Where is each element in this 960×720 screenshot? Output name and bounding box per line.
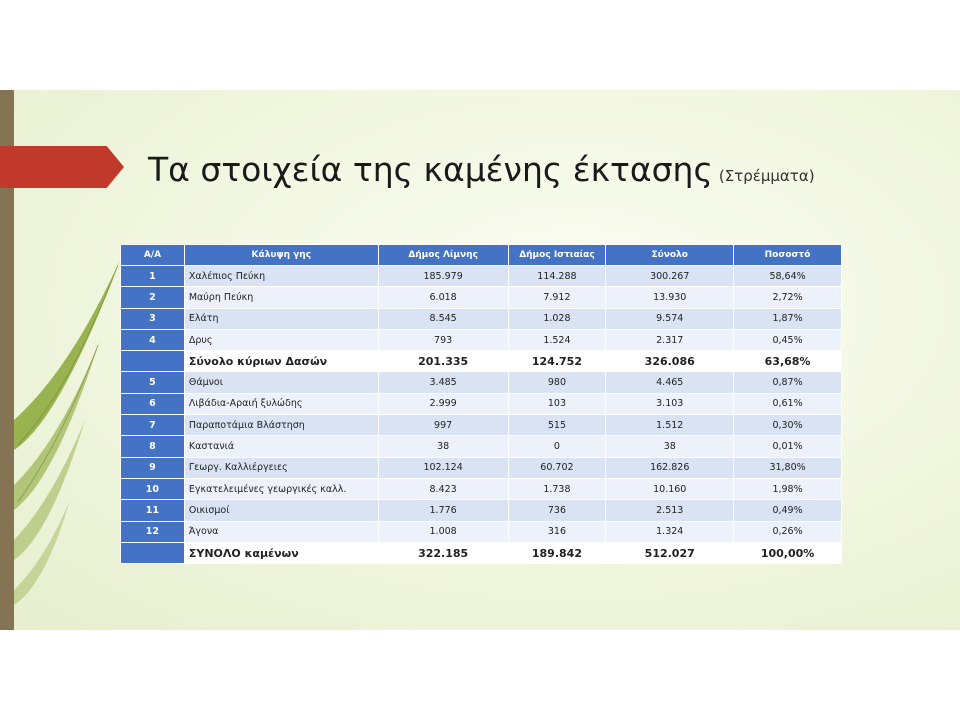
cell-istiaia: 980 xyxy=(508,372,606,393)
cell-istiaia: 515 xyxy=(508,415,606,436)
cell-percentage: 63,68% xyxy=(734,351,842,372)
cell-total: 512.027 xyxy=(606,542,734,563)
cell-percentage: 58,64% xyxy=(734,266,842,287)
cell-percentage: 31,80% xyxy=(734,457,842,478)
cell-land-cover: Σύνολο κύριων Δασών xyxy=(184,351,378,372)
cell-land-cover: Θάμνοι xyxy=(184,372,378,393)
table-row xyxy=(121,521,842,542)
cell-limni: 322.185 xyxy=(378,542,508,563)
cell-land-cover: Ελάτη xyxy=(184,308,378,329)
cell-total: 326.086 xyxy=(606,351,734,372)
cell-total: 9.574 xyxy=(606,308,734,329)
cell-percentage: 1,87% xyxy=(734,308,842,329)
cell-total: 38 xyxy=(606,436,734,457)
cell-limni: 1.776 xyxy=(378,500,508,521)
cell-percentage: 0,87% xyxy=(734,372,842,393)
cell-aa: 10 xyxy=(121,478,185,499)
cell-istiaia: 103 xyxy=(508,393,606,414)
cell-total: 4.465 xyxy=(606,372,734,393)
table-row xyxy=(121,372,842,393)
cell-total: 13.930 xyxy=(606,287,734,308)
cell-limni: 102.124 xyxy=(378,457,508,478)
cell-aa: 1 xyxy=(121,266,185,287)
table-row xyxy=(121,287,842,308)
cell-land-cover: Παραποτάμια Βλάστηση xyxy=(184,415,378,436)
cell-limni: 997 xyxy=(378,415,508,436)
table-row xyxy=(121,266,842,287)
cell-aa: 3 xyxy=(121,308,185,329)
cell-istiaia: 60.702 xyxy=(508,457,606,478)
cell-limni: 8.423 xyxy=(378,478,508,499)
cell-land-cover: Εγκατελειμένες γεωργικές καλλ. xyxy=(184,478,378,499)
header-land-cover: Κάλυψη γης xyxy=(184,245,378,266)
cell-land-cover: Χαλέπιος Πεύκη xyxy=(184,266,378,287)
cell-total: 2.513 xyxy=(606,500,734,521)
cell-land-cover: Δρυς xyxy=(184,329,378,350)
cell-total: 1.512 xyxy=(606,415,734,436)
cell-land-cover: Οικισμοί xyxy=(184,500,378,521)
cell-total: 162.826 xyxy=(606,457,734,478)
cell-total: 300.267 xyxy=(606,266,734,287)
table-row xyxy=(121,393,842,414)
cell-percentage: 2,72% xyxy=(734,287,842,308)
cell-istiaia: 7.912 xyxy=(508,287,606,308)
table-row xyxy=(121,457,842,478)
cell-aa: 9 xyxy=(121,457,185,478)
table-row xyxy=(121,500,842,521)
cell-limni: 793 xyxy=(378,329,508,350)
cell-aa: 8 xyxy=(121,436,185,457)
title-unit: (Στρέμματα) xyxy=(718,167,815,185)
title-text: Τα στοιχεία της καμένης έκτασης xyxy=(148,150,713,189)
grand-total-row xyxy=(121,542,842,563)
cell-aa: 12 xyxy=(121,521,185,542)
cell-land-cover: Μαύρη Πεύκη xyxy=(184,287,378,308)
cell-total: 2.317 xyxy=(606,329,734,350)
cell-limni: 201.335 xyxy=(378,351,508,372)
cell-istiaia: 1.738 xyxy=(508,478,606,499)
header-limni: Δήμος Λίμνης xyxy=(378,245,508,266)
table-row xyxy=(121,308,842,329)
burned-area-table xyxy=(120,244,842,564)
cell-land-cover: ΣΥΝΟΛΟ καμένων xyxy=(184,542,378,563)
table-row xyxy=(121,478,842,499)
slide-title xyxy=(148,150,815,189)
cell-total: 3.103 xyxy=(606,393,734,414)
cell-istiaia: 189.842 xyxy=(508,542,606,563)
cell-land-cover: Γεωργ. Καλλιέργειες xyxy=(184,457,378,478)
cell-limni: 6.018 xyxy=(378,287,508,308)
cell-aa xyxy=(121,351,185,372)
cell-limni: 2.999 xyxy=(378,393,508,414)
cell-aa: 7 xyxy=(121,415,185,436)
cell-istiaia: 114.288 xyxy=(508,266,606,287)
cell-aa: 11 xyxy=(121,500,185,521)
cell-percentage: 0,45% xyxy=(734,329,842,350)
cell-aa: 4 xyxy=(121,329,185,350)
cell-percentage: 100,00% xyxy=(734,542,842,563)
slide xyxy=(0,90,960,630)
header-total: Σύνολο xyxy=(606,245,734,266)
title-ribbon xyxy=(0,146,124,188)
cell-percentage: 0,01% xyxy=(734,436,842,457)
cell-total: 10.160 xyxy=(606,478,734,499)
cell-land-cover: Άγονα xyxy=(184,521,378,542)
subtotal-row xyxy=(121,351,842,372)
cell-limni: 185.979 xyxy=(378,266,508,287)
cell-percentage: 0,49% xyxy=(734,500,842,521)
cell-total: 1.324 xyxy=(606,521,734,542)
cell-istiaia: 1.524 xyxy=(508,329,606,350)
table-row xyxy=(121,436,842,457)
cell-istiaia: 316 xyxy=(508,521,606,542)
cell-limni: 8.545 xyxy=(378,308,508,329)
cell-aa: 5 xyxy=(121,372,185,393)
cell-land-cover: Λιβάδια-Αραιή ξυλώδης xyxy=(184,393,378,414)
cell-percentage: 1,98% xyxy=(734,478,842,499)
table-row xyxy=(121,329,842,350)
cell-limni: 1.008 xyxy=(378,521,508,542)
header-aa: Α/Α xyxy=(121,245,185,266)
cell-percentage: 0,30% xyxy=(734,415,842,436)
cell-limni: 38 xyxy=(378,436,508,457)
cell-istiaia: 124.752 xyxy=(508,351,606,372)
cell-percentage: 0,61% xyxy=(734,393,842,414)
cell-aa: 2 xyxy=(121,287,185,308)
cell-land-cover: Καστανιά xyxy=(184,436,378,457)
table-row xyxy=(121,415,842,436)
header-percentage: Ποσοστό xyxy=(734,245,842,266)
header-istiaia: Δήμος Ιστιαίας xyxy=(508,245,606,266)
cell-aa: 6 xyxy=(121,393,185,414)
cell-istiaia: 0 xyxy=(508,436,606,457)
cell-aa xyxy=(121,542,185,563)
table-header-row xyxy=(121,245,842,266)
cell-istiaia: 1.028 xyxy=(508,308,606,329)
cell-limni: 3.485 xyxy=(378,372,508,393)
cell-percentage: 0,26% xyxy=(734,521,842,542)
cell-istiaia: 736 xyxy=(508,500,606,521)
